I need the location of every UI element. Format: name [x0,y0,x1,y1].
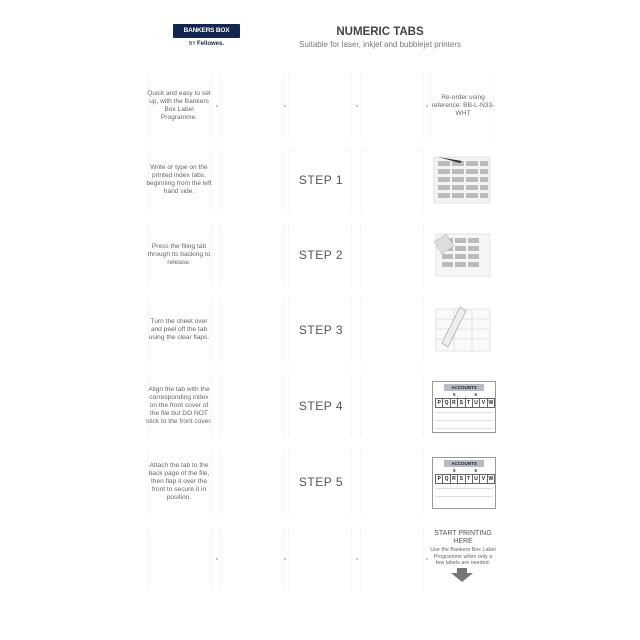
index-letter: U [473,399,480,407]
index-letter: U [473,475,480,483]
accounts-tab-numbers [453,468,477,473]
brand-by: BY [189,41,196,47]
index-letter: V [480,399,487,407]
accounts-letter-index [435,474,495,484]
tab-press-illustration [432,228,494,282]
accounts-file-illustration [432,381,496,433]
index-letter: S [458,399,465,407]
tab-cell [288,75,352,137]
tab-cell [360,528,424,590]
accounts-number: 6 [474,468,477,473]
tab-cell [360,224,424,286]
index-letter: W [488,476,494,482]
tab-cell [360,75,424,137]
index-letter: V [480,475,487,483]
start-printing-block [430,530,496,567]
step-2-label: STEP 2 [298,248,344,262]
tab-cell [360,299,424,361]
tab-cell [288,528,352,590]
accounts-tab-label: ACCOUNTS [444,460,484,467]
brand-byline [173,41,240,47]
tab-cell [220,375,284,437]
brand-logo [173,24,240,52]
tab-cell [360,375,424,437]
arrow-down-icon [450,568,474,582]
tab-row-step-1 [146,149,496,211]
step-5-instruction: Attach the tab to the back page of the file, then flap it over the front to secure it in position. [148,462,210,501]
accounts-tab-numbers [453,392,477,397]
start-printing-title: START PRINTING HERE [434,530,492,545]
step-3-instruction: Turn the sheet over and peel off the tab using the clear flaps. [148,318,210,341]
reorder-reference: Re-order using reference: BB-L-N33-WHT [431,94,495,117]
accounts-number: 5 [453,468,456,473]
perforation-mark [284,558,286,560]
index-letter: S [458,475,465,483]
intro-text: Quick and easy to set up, with the Bankers Box Label Programme. [147,90,211,121]
accounts-tab-label: ACCOUNTS [444,384,484,391]
step-3-label: STEP 3 [298,323,344,337]
accounts-file-illustration [432,457,496,509]
page-subtitle: Suitable for laser, inkjet and bubblejet printers [299,40,461,49]
index-letter: R [451,475,458,483]
tab-row-step-4 [146,375,496,437]
tab-cell [220,451,284,513]
sheet-writing-illustration [432,153,494,207]
index-letter: W [488,400,494,406]
brand-parent: Fellowes. [196,41,224,47]
brand-name: BANKERS BOX [173,24,240,38]
peel-tab-illustration [432,303,494,357]
step-4-instruction: Align the tab with the corresponding index on the front cover of the file but DO NOT stick to the front cover. [146,386,212,425]
tab-cell [220,75,284,137]
tab-cell [220,224,284,286]
file-line [435,488,493,489]
perforation-mark [426,558,428,560]
perforation-mark [356,105,358,107]
start-printing-note: Use the Bankers Box Label Programme when only a few labels are needed. [430,547,496,566]
file-line [435,412,493,413]
perforation-mark [284,105,286,107]
index-letter: T [466,399,473,407]
tab-cell [220,149,284,211]
page-title: NUMERIC TABS [336,26,424,38]
step-1-label: STEP 1 [298,173,344,187]
tab-row-step-2 [146,224,496,286]
tab-cell [360,149,424,211]
perforation-mark [216,105,218,107]
perforation-mark [426,105,428,107]
tab-cell [220,528,284,590]
tab-row-step-5 [146,451,496,513]
accounts-number: 5 [453,392,456,397]
index-letter: Q [443,399,450,407]
file-line [435,428,493,429]
step-4-label: STEP 4 [298,399,344,413]
index-letter: R [451,399,458,407]
index-letter: P [436,475,443,483]
tab-cell [360,451,424,513]
file-line [435,496,493,497]
tab-row-intro [146,75,496,137]
accounts-number: 6 [474,392,477,397]
tab-row-start [146,528,496,590]
tab-cell [220,299,284,361]
step-5-label: STEP 5 [298,475,344,489]
step-2-instruction: Press the filing tab through its backing to release. [147,243,211,266]
accounts-letter-index [435,398,495,408]
tab-row-step-3 [146,299,496,361]
index-letter: P [436,399,443,407]
index-letter: T [466,475,473,483]
tab-cell [148,528,212,590]
step-1-instruction: Write or type on the printed index tabs, beginning from the left hand side. [146,164,212,195]
perforation-mark [216,558,218,560]
perforation-mark [356,558,358,560]
index-letter: Q [443,475,450,483]
file-line [435,420,493,421]
